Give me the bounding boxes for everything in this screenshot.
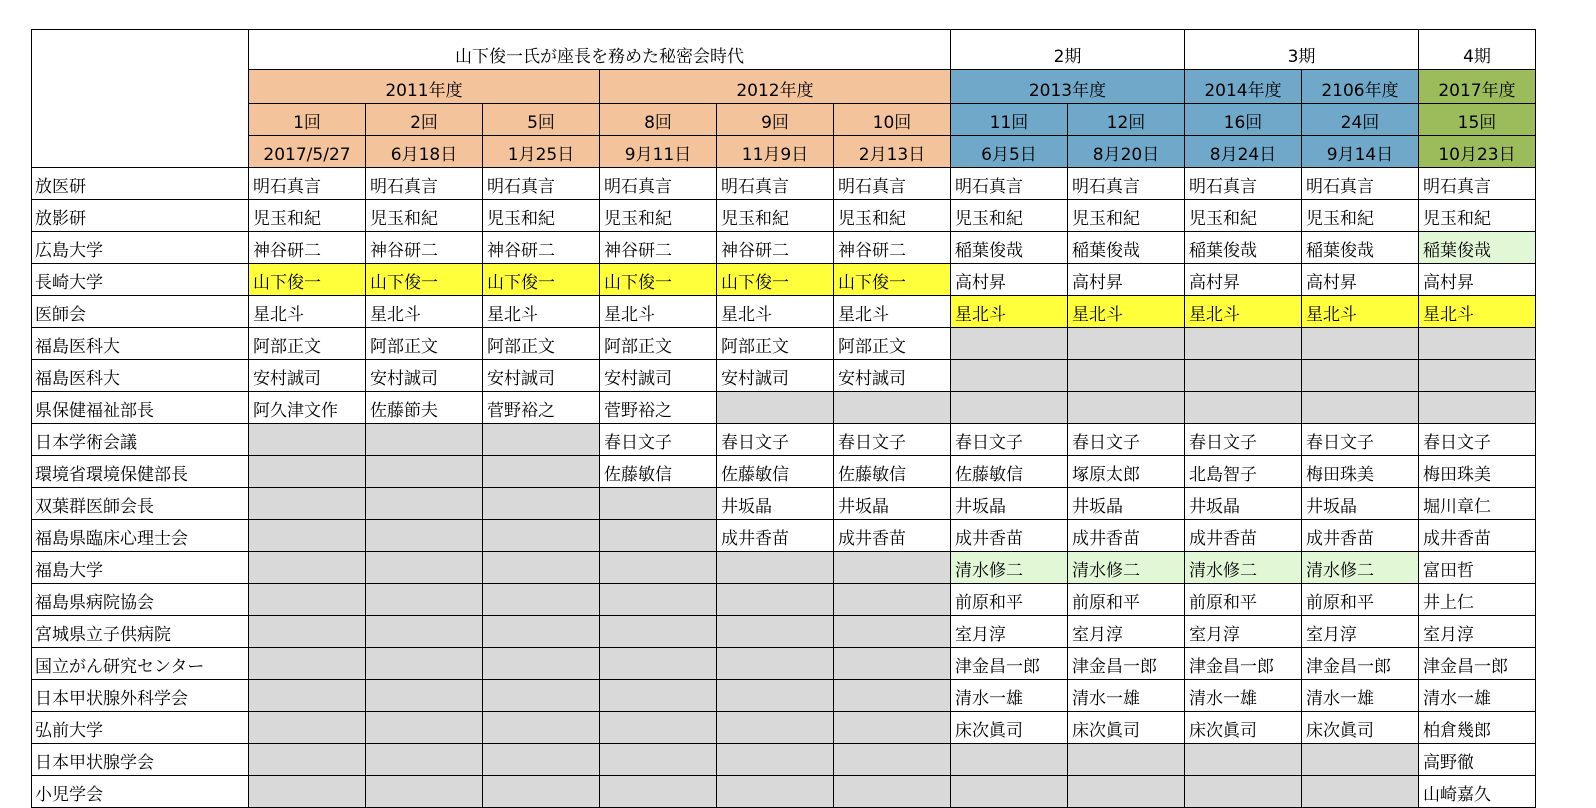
member-name-cell: 佐藤敏信 bbox=[717, 456, 834, 488]
member-name-cell: 児玉和紀 bbox=[834, 200, 951, 232]
table-row bbox=[32, 520, 1536, 552]
member-name-cell: 児玉和紀 bbox=[717, 200, 834, 232]
member-name-cell: 床次眞司 bbox=[1068, 712, 1185, 744]
member-name-cell: 津金昌一郎 bbox=[1068, 648, 1185, 680]
member-name-cell: 児玉和紀 bbox=[1068, 200, 1185, 232]
organization-label: 医師会 bbox=[32, 296, 249, 328]
member-name-cell: 明石真言 bbox=[1302, 168, 1419, 200]
member-name-cell: 室月淳 bbox=[951, 616, 1068, 648]
member-name-cell: 児玉和紀 bbox=[483, 200, 600, 232]
empty-cell bbox=[366, 552, 483, 584]
table-row bbox=[32, 296, 1536, 328]
empty-cell bbox=[483, 584, 600, 616]
member-name-cell: 富田哲 bbox=[1419, 552, 1536, 584]
member-name-cell: 塚原太郎 bbox=[1068, 456, 1185, 488]
organization-label: 弘前大学 bbox=[32, 712, 249, 744]
empty-cell bbox=[1302, 328, 1419, 360]
meeting-date-cell: 2月13日 bbox=[834, 136, 951, 168]
member-name-cell: 井坂晶 bbox=[717, 488, 834, 520]
member-name-cell: 稲葉俊哉 bbox=[1419, 232, 1536, 264]
empty-cell bbox=[249, 488, 366, 520]
empty-cell bbox=[483, 648, 600, 680]
table-row bbox=[32, 456, 1536, 488]
meetings-row bbox=[32, 104, 1536, 136]
meeting-date-cell: 8月24日 bbox=[1185, 136, 1302, 168]
member-name-cell: 前原和平 bbox=[1302, 584, 1419, 616]
member-name-cell: 春日文子 bbox=[1302, 424, 1419, 456]
member-name-cell: 井坂晶 bbox=[1068, 488, 1185, 520]
table-row bbox=[32, 232, 1536, 264]
member-name-cell: 清水一雄 bbox=[1068, 680, 1185, 712]
empty-cell bbox=[1068, 776, 1185, 808]
empty-cell bbox=[951, 392, 1068, 424]
empty-cell bbox=[366, 712, 483, 744]
member-name-cell: 星北斗 bbox=[600, 296, 717, 328]
empty-cell bbox=[1185, 776, 1302, 808]
empty-cell bbox=[483, 680, 600, 712]
member-name-cell: 稲葉俊哉 bbox=[951, 232, 1068, 264]
member-name-cell: 星北斗 bbox=[1419, 296, 1536, 328]
committee-members-table bbox=[31, 29, 1536, 808]
member-name-cell: 児玉和紀 bbox=[951, 200, 1068, 232]
table-row bbox=[32, 648, 1536, 680]
member-name-cell: 成井香苗 bbox=[834, 520, 951, 552]
corner-cell bbox=[32, 30, 249, 168]
empty-cell bbox=[1068, 744, 1185, 776]
empty-cell bbox=[600, 776, 717, 808]
member-name-cell: 明石真言 bbox=[366, 168, 483, 200]
empty-cell bbox=[483, 712, 600, 744]
empty-cell bbox=[1185, 360, 1302, 392]
empty-cell bbox=[366, 776, 483, 808]
member-name-cell: 稲葉俊哉 bbox=[1302, 232, 1419, 264]
member-name-cell: 津金昌一郎 bbox=[1185, 648, 1302, 680]
member-name-cell: 春日文子 bbox=[717, 424, 834, 456]
empty-cell bbox=[483, 456, 600, 488]
member-name-cell: 神谷研二 bbox=[483, 232, 600, 264]
fiscal-year-2017: 2017年度 bbox=[1419, 70, 1536, 104]
empty-cell bbox=[483, 424, 600, 456]
member-name-cell: 津金昌一郎 bbox=[951, 648, 1068, 680]
table-row bbox=[32, 168, 1536, 200]
empty-cell bbox=[1068, 392, 1185, 424]
member-name-cell: 室月淳 bbox=[1419, 616, 1536, 648]
organization-label: 日本甲状腺学会 bbox=[32, 744, 249, 776]
meeting-number-cell: 9回 bbox=[717, 104, 834, 136]
member-name-cell: 前原和平 bbox=[1068, 584, 1185, 616]
member-name-cell: 安村誠司 bbox=[249, 360, 366, 392]
member-name-cell: 星北斗 bbox=[483, 296, 600, 328]
member-name-cell: 児玉和紀 bbox=[366, 200, 483, 232]
empty-cell bbox=[249, 648, 366, 680]
table-row bbox=[32, 424, 1536, 456]
member-name-cell: 明石真言 bbox=[834, 168, 951, 200]
meeting-date-cell: 9月11日 bbox=[600, 136, 717, 168]
empty-cell bbox=[366, 584, 483, 616]
member-name-cell: 佐藤敏信 bbox=[834, 456, 951, 488]
member-name-cell: 星北斗 bbox=[366, 296, 483, 328]
member-name-cell: 児玉和紀 bbox=[249, 200, 366, 232]
member-name-cell: 安村誠司 bbox=[834, 360, 951, 392]
member-name-cell: 成井香苗 bbox=[1302, 520, 1419, 552]
empty-cell bbox=[483, 552, 600, 584]
member-name-cell: 明石真言 bbox=[483, 168, 600, 200]
table-row bbox=[32, 360, 1536, 392]
empty-cell bbox=[717, 552, 834, 584]
member-name-cell: 佐藤敏信 bbox=[951, 456, 1068, 488]
member-name-cell: 児玉和紀 bbox=[1185, 200, 1302, 232]
member-name-cell: 山下俊一 bbox=[717, 264, 834, 296]
member-name-cell: 神谷研二 bbox=[600, 232, 717, 264]
member-name-cell: 児玉和紀 bbox=[600, 200, 717, 232]
empty-cell bbox=[1185, 392, 1302, 424]
meeting-number-cell: 24回 bbox=[1302, 104, 1419, 136]
meeting-number-cell: 5回 bbox=[483, 104, 600, 136]
empty-cell bbox=[600, 488, 717, 520]
member-name-cell: 床次眞司 bbox=[951, 712, 1068, 744]
empty-cell bbox=[717, 712, 834, 744]
member-name-cell: 明石真言 bbox=[600, 168, 717, 200]
empty-cell bbox=[249, 552, 366, 584]
meeting-date-cell: 6月5日 bbox=[951, 136, 1068, 168]
member-name-cell: 山下俊一 bbox=[600, 264, 717, 296]
organization-label: 環境省環境保健部長 bbox=[32, 456, 249, 488]
empty-cell bbox=[600, 520, 717, 552]
organization-label: 放医研 bbox=[32, 168, 249, 200]
organization-label: 国立がん研究センター bbox=[32, 648, 249, 680]
member-name-cell: 高村昇 bbox=[1419, 264, 1536, 296]
member-name-cell: 高村昇 bbox=[951, 264, 1068, 296]
period-3-header: 3期 bbox=[1185, 30, 1419, 70]
empty-cell bbox=[834, 392, 951, 424]
empty-cell bbox=[834, 584, 951, 616]
organization-label: 日本学術会議 bbox=[32, 424, 249, 456]
empty-cell bbox=[1302, 392, 1419, 424]
empty-cell bbox=[1068, 360, 1185, 392]
empty-cell bbox=[366, 744, 483, 776]
empty-cell bbox=[600, 744, 717, 776]
organization-label: 放影研 bbox=[32, 200, 249, 232]
empty-cell bbox=[249, 424, 366, 456]
member-name-cell: 阿部正文 bbox=[249, 328, 366, 360]
organization-label: 日本甲状腺外科学会 bbox=[32, 680, 249, 712]
member-name-cell: 阿部正文 bbox=[834, 328, 951, 360]
meeting-number-cell: 1回 bbox=[249, 104, 366, 136]
empty-cell bbox=[834, 552, 951, 584]
meeting-date-cell: 9月14日 bbox=[1302, 136, 1419, 168]
member-name-cell: 阿部正文 bbox=[366, 328, 483, 360]
empty-cell bbox=[249, 520, 366, 552]
organization-label: 福島県臨床心理士会 bbox=[32, 520, 249, 552]
member-name-cell: 成井香苗 bbox=[1185, 520, 1302, 552]
organization-label: 福島大学 bbox=[32, 552, 249, 584]
empty-cell bbox=[1302, 744, 1419, 776]
member-name-cell: 安村誠司 bbox=[366, 360, 483, 392]
empty-cell bbox=[1185, 328, 1302, 360]
empty-cell bbox=[1419, 328, 1536, 360]
member-name-cell: 児玉和紀 bbox=[1302, 200, 1419, 232]
member-name-cell: 清水修二 bbox=[1068, 552, 1185, 584]
empty-cell bbox=[249, 776, 366, 808]
meeting-number-cell: 2回 bbox=[366, 104, 483, 136]
table-row bbox=[32, 584, 1536, 616]
empty-cell bbox=[717, 744, 834, 776]
member-name-cell: 成井香苗 bbox=[951, 520, 1068, 552]
member-name-cell: 星北斗 bbox=[717, 296, 834, 328]
table-row bbox=[32, 680, 1536, 712]
empty-cell bbox=[717, 584, 834, 616]
organization-label: 長崎大学 bbox=[32, 264, 249, 296]
member-name-cell: 阿部正文 bbox=[717, 328, 834, 360]
member-name-cell: 津金昌一郎 bbox=[1302, 648, 1419, 680]
empty-cell bbox=[717, 648, 834, 680]
member-name-cell: 稲葉俊哉 bbox=[1185, 232, 1302, 264]
empty-cell bbox=[834, 776, 951, 808]
member-name-cell: 神谷研二 bbox=[717, 232, 834, 264]
member-name-cell: 児玉和紀 bbox=[1419, 200, 1536, 232]
meeting-number-cell: 15回 bbox=[1419, 104, 1536, 136]
meeting-date-cell: 2017/5/27 bbox=[249, 136, 366, 168]
empty-cell bbox=[1302, 776, 1419, 808]
member-name-cell: 井坂晶 bbox=[834, 488, 951, 520]
member-name-cell: 清水一雄 bbox=[951, 680, 1068, 712]
meeting-date-cell: 10月23日 bbox=[1419, 136, 1536, 168]
member-name-cell: 室月淳 bbox=[1302, 616, 1419, 648]
member-name-cell: 春日文子 bbox=[1419, 424, 1536, 456]
empty-cell bbox=[483, 616, 600, 648]
member-name-cell: 明石真言 bbox=[249, 168, 366, 200]
member-name-cell: 安村誠司 bbox=[600, 360, 717, 392]
member-name-cell: 北島智子 bbox=[1185, 456, 1302, 488]
empty-cell bbox=[600, 552, 717, 584]
member-name-cell: 安村誠司 bbox=[483, 360, 600, 392]
empty-cell bbox=[483, 520, 600, 552]
table-row bbox=[32, 552, 1536, 584]
empty-cell bbox=[951, 360, 1068, 392]
member-name-cell: 高野徹 bbox=[1419, 744, 1536, 776]
empty-cell bbox=[366, 648, 483, 680]
meeting-number-cell: 11回 bbox=[951, 104, 1068, 136]
empty-cell bbox=[249, 744, 366, 776]
empty-cell bbox=[1302, 360, 1419, 392]
member-name-cell: 清水一雄 bbox=[1419, 680, 1536, 712]
member-name-cell: 室月淳 bbox=[1068, 616, 1185, 648]
member-name-cell: 春日文子 bbox=[1185, 424, 1302, 456]
member-name-cell: 山崎嘉久 bbox=[1419, 776, 1536, 808]
member-name-cell: 山下俊一 bbox=[483, 264, 600, 296]
member-name-cell: 春日文子 bbox=[951, 424, 1068, 456]
member-name-cell: 梅田珠美 bbox=[1419, 456, 1536, 488]
member-name-cell: 稲葉俊哉 bbox=[1068, 232, 1185, 264]
period-4-header: 4期 bbox=[1419, 30, 1536, 70]
empty-cell bbox=[600, 712, 717, 744]
member-name-cell: 清水一雄 bbox=[1302, 680, 1419, 712]
empty-cell bbox=[600, 616, 717, 648]
empty-cell bbox=[249, 456, 366, 488]
empty-cell bbox=[717, 616, 834, 648]
empty-cell bbox=[834, 648, 951, 680]
member-name-cell: 前原和平 bbox=[1185, 584, 1302, 616]
member-name-cell: 星北斗 bbox=[1302, 296, 1419, 328]
member-name-cell: 春日文子 bbox=[834, 424, 951, 456]
meeting-number-cell: 10回 bbox=[834, 104, 951, 136]
member-name-cell: 神谷研二 bbox=[834, 232, 951, 264]
fiscal-year-2011: 2011年度 bbox=[249, 70, 600, 104]
member-name-cell: 清水修二 bbox=[951, 552, 1068, 584]
member-name-cell: 山下俊一 bbox=[366, 264, 483, 296]
organization-label: 福島医科大 bbox=[32, 360, 249, 392]
member-name-cell: 春日文子 bbox=[600, 424, 717, 456]
meeting-date-cell: 1月25日 bbox=[483, 136, 600, 168]
member-rows bbox=[32, 168, 1536, 808]
empty-cell bbox=[366, 488, 483, 520]
organization-label: 県保健福祉部長 bbox=[32, 392, 249, 424]
member-name-cell: 成井香苗 bbox=[717, 520, 834, 552]
member-name-cell: 星北斗 bbox=[1068, 296, 1185, 328]
member-name-cell: 阿久津文作 bbox=[249, 392, 366, 424]
member-name-cell: 井坂晶 bbox=[1302, 488, 1419, 520]
empty-cell bbox=[951, 328, 1068, 360]
table-row bbox=[32, 392, 1536, 424]
member-name-cell: 明石真言 bbox=[1068, 168, 1185, 200]
member-name-cell: 星北斗 bbox=[951, 296, 1068, 328]
member-name-cell: 高村昇 bbox=[1068, 264, 1185, 296]
empty-cell bbox=[366, 680, 483, 712]
member-name-cell: 阿部正文 bbox=[483, 328, 600, 360]
organization-label: 宮城県立子供病院 bbox=[32, 616, 249, 648]
member-name-cell: 阿部正文 bbox=[600, 328, 717, 360]
member-name-cell: 清水修二 bbox=[1302, 552, 1419, 584]
member-name-cell: 室月淳 bbox=[1185, 616, 1302, 648]
table-row bbox=[32, 264, 1536, 296]
member-name-cell: 清水修二 bbox=[1185, 552, 1302, 584]
member-name-cell: 明石真言 bbox=[1419, 168, 1536, 200]
empty-cell bbox=[1185, 744, 1302, 776]
empty-cell bbox=[249, 712, 366, 744]
dates-row bbox=[32, 136, 1536, 168]
empty-cell bbox=[249, 680, 366, 712]
member-name-cell: 明石真言 bbox=[717, 168, 834, 200]
empty-cell bbox=[717, 392, 834, 424]
organization-label: 福島医科大 bbox=[32, 328, 249, 360]
member-name-cell: 井上仁 bbox=[1419, 584, 1536, 616]
member-name-cell: 井坂晶 bbox=[951, 488, 1068, 520]
empty-cell bbox=[1068, 328, 1185, 360]
member-name-cell: 津金昌一郎 bbox=[1419, 648, 1536, 680]
member-name-cell: 佐藤節夫 bbox=[366, 392, 483, 424]
member-name-cell: 柏倉幾郎 bbox=[1419, 712, 1536, 744]
member-name-cell: 山下俊一 bbox=[834, 264, 951, 296]
organization-label: 広島大学 bbox=[32, 232, 249, 264]
meeting-date-cell: 11月9日 bbox=[717, 136, 834, 168]
empty-cell bbox=[951, 744, 1068, 776]
meeting-number-cell: 8回 bbox=[600, 104, 717, 136]
empty-cell bbox=[366, 616, 483, 648]
table-row bbox=[32, 712, 1536, 744]
empty-cell bbox=[1419, 392, 1536, 424]
empty-cell bbox=[600, 584, 717, 616]
meeting-date-cell: 6月18日 bbox=[366, 136, 483, 168]
empty-cell bbox=[834, 712, 951, 744]
organization-label: 小児学会 bbox=[32, 776, 249, 808]
member-name-cell: 床次眞司 bbox=[1302, 712, 1419, 744]
empty-cell bbox=[834, 744, 951, 776]
empty-cell bbox=[483, 488, 600, 520]
member-name-cell: 堀川章仁 bbox=[1419, 488, 1536, 520]
member-name-cell: 神谷研二 bbox=[249, 232, 366, 264]
member-name-cell: 星北斗 bbox=[1185, 296, 1302, 328]
meeting-date-cell: 8月20日 bbox=[1068, 136, 1185, 168]
empty-cell bbox=[834, 680, 951, 712]
table-row bbox=[32, 744, 1536, 776]
member-name-cell: 佐藤敏信 bbox=[600, 456, 717, 488]
member-name-cell: 成井香苗 bbox=[1419, 520, 1536, 552]
empty-cell bbox=[717, 776, 834, 808]
member-name-cell: 神谷研二 bbox=[366, 232, 483, 264]
table-row bbox=[32, 200, 1536, 232]
empty-cell bbox=[366, 520, 483, 552]
empty-cell bbox=[249, 584, 366, 616]
fiscal-year-2106: 2106年度 bbox=[1302, 70, 1419, 104]
member-name-cell: 明石真言 bbox=[1185, 168, 1302, 200]
member-name-cell: 高村昇 bbox=[1302, 264, 1419, 296]
secret-era-header: 山下俊一氏が座長を務めた秘密会時代 bbox=[249, 30, 951, 70]
empty-cell bbox=[483, 744, 600, 776]
organization-label: 福島県病院協会 bbox=[32, 584, 249, 616]
fiscal-year-2012: 2012年度 bbox=[600, 70, 951, 104]
empty-cell bbox=[249, 616, 366, 648]
member-name-cell: 星北斗 bbox=[249, 296, 366, 328]
meeting-number-cell: 16回 bbox=[1185, 104, 1302, 136]
member-name-cell: 菅野裕之 bbox=[483, 392, 600, 424]
fiscal-year-2014: 2014年度 bbox=[1185, 70, 1302, 104]
table-row bbox=[32, 776, 1536, 808]
table-row bbox=[32, 328, 1536, 360]
member-name-cell: 床次眞司 bbox=[1185, 712, 1302, 744]
empty-cell bbox=[717, 680, 834, 712]
member-name-cell: 清水一雄 bbox=[1185, 680, 1302, 712]
member-name-cell: 山下俊一 bbox=[249, 264, 366, 296]
empty-cell bbox=[366, 456, 483, 488]
empty-cell bbox=[1419, 360, 1536, 392]
period-2-header: 2期 bbox=[951, 30, 1185, 70]
table-row bbox=[32, 616, 1536, 648]
member-name-cell: 高村昇 bbox=[1185, 264, 1302, 296]
member-name-cell: 春日文子 bbox=[1068, 424, 1185, 456]
empty-cell bbox=[600, 680, 717, 712]
table-row bbox=[32, 488, 1536, 520]
member-name-cell: 井坂晶 bbox=[1185, 488, 1302, 520]
empty-cell bbox=[600, 648, 717, 680]
empty-cell bbox=[483, 776, 600, 808]
member-name-cell: 前原和平 bbox=[951, 584, 1068, 616]
member-name-cell: 明石真言 bbox=[951, 168, 1068, 200]
organization-label: 双葉群医師会長 bbox=[32, 488, 249, 520]
member-name-cell: 成井香苗 bbox=[1068, 520, 1185, 552]
member-name-cell: 梅田珠美 bbox=[1302, 456, 1419, 488]
empty-cell bbox=[951, 776, 1068, 808]
meeting-number-cell: 12回 bbox=[1068, 104, 1185, 136]
fiscal-year-2013: 2013年度 bbox=[951, 70, 1185, 104]
empty-cell bbox=[834, 616, 951, 648]
member-name-cell: 安村誠司 bbox=[717, 360, 834, 392]
member-name-cell: 菅野裕之 bbox=[600, 392, 717, 424]
empty-cell bbox=[366, 424, 483, 456]
member-name-cell: 星北斗 bbox=[834, 296, 951, 328]
